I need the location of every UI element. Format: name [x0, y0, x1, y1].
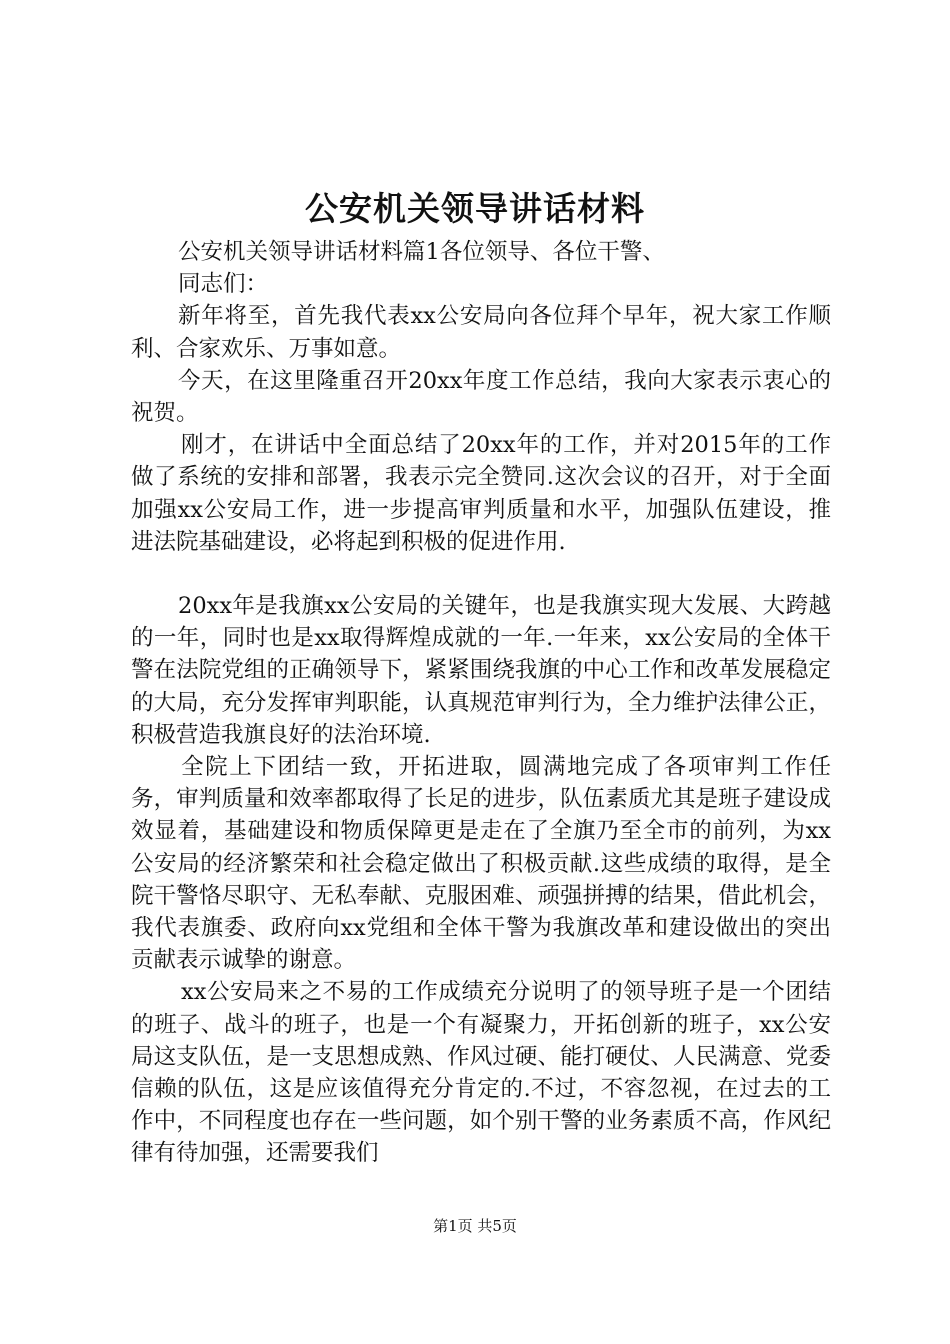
- paragraph-achievements: 全院上下团结一致，开拓进取，圆满地完成了各项审判工作任务，审判质量和效率都取得了长足的进步，队伍素质尤其是班子建设成效显着，基础建设和物质保障更是走在了全旗乃至全市的前列，为xx公安局的经济繁荣和社会稳定做出了积极贡献.这些成绩的取得，是全院干警恪尽职守、无私奉献、克服困难、顽强拼搏的结果，借此机会，我代表旗委、政府向xx党组和全体干警为我旗改革和建设做出的突出贡献表示诚挚的谢意。: [131, 754, 831, 974]
- page-number-footer: 第1页 共5页: [433, 1217, 517, 1235]
- paragraph-congratulation: 今天，在这里隆重召开20xx年度工作总结，我向大家表示衷心的祝贺。: [131, 367, 831, 427]
- document-body: [131, 236, 831, 1170]
- paragraph-summary: 刚才，在讲话中全面总结了20xx年的工作，并对2015年的工作做了系统的安排和部署，我表示完全赞同.这次会议的召开，对于全面加强xx公安局工作，进一步提高审判质量和水平，加强队伍建设，推进法院基础建设，必将起到积极的促进作用.: [131, 432, 831, 555]
- paragraph-team: xx公安局来之不易的工作成绩充分说明了的领导班子是一个团结的班子、战斗的班子，也是一个有凝聚力，开拓创新的班子，xx公安局这支队伍，是一支思想成熟、作风过硬、能打硬仗、人民满意、党委信赖的队伍，这是应该值得充分肯定的.不过，不容忽视，在过去的工作中，不同程度也存在一些问题，如个别干警的业务素质不高，作风纪律有待加强，还需要我们: [131, 979, 831, 1167]
- paragraph-key-year: 20xx年是我旗xx公安局的关键年，也是我旗实现大发展、大跨越的一年，同时也是xx取得辉煌成就的一年.一年来，xx公安局的全体干警在法院党组的正确领导下，紧紧围绕我旗的中心工作和改革发展稳定的大局，充分发挥审判职能，认真规范审判行为，全力维护法律公正，积极营造我旗良好的法治环境.: [131, 593, 831, 748]
- paragraph-salutation: 同志们：: [178, 271, 269, 298]
- paragraph-new-year: 新年将至，首先我代表xx公安局向各位拜个早年，祝大家工作顺利、合家欢乐、万事如意。: [131, 303, 831, 362]
- document-title: 公安机关领导讲话材料: [305, 189, 645, 228]
- paragraph-opening: 公安机关领导讲话材料篇1各位领导、各位干警、: [178, 239, 665, 265]
